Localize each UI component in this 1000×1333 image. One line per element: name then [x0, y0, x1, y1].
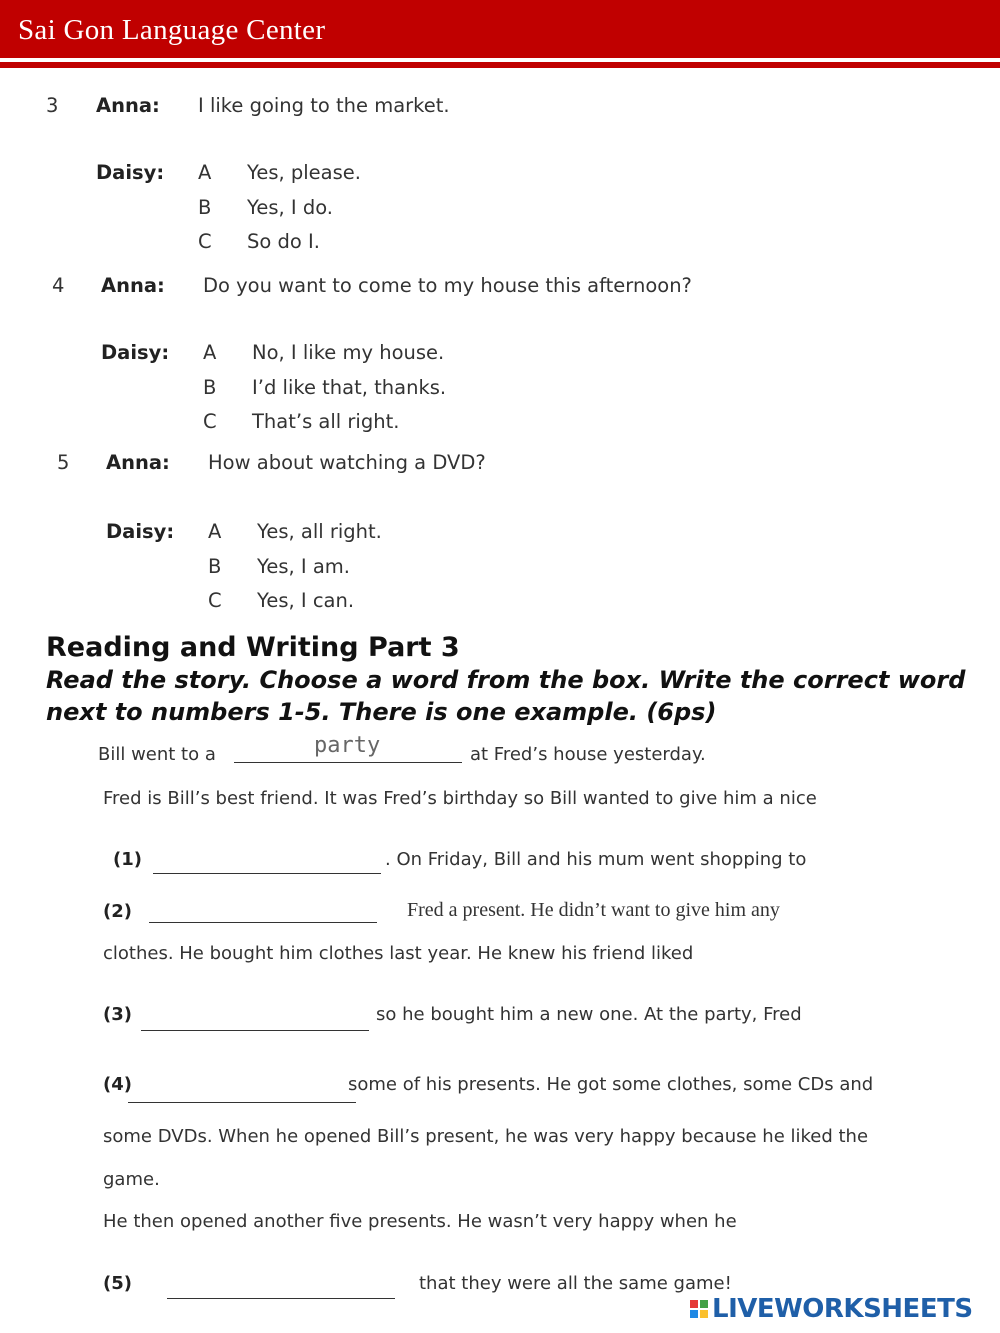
story-line: some DVDs. When he opened Bill’s present, he was very happy because he liked the	[103, 1126, 869, 1147]
header-bar	[0, 0, 1000, 58]
option-letter: A	[208, 520, 222, 543]
option-letter: C	[198, 230, 212, 253]
option-text[interactable]: That’s all right.	[252, 410, 400, 433]
option-letter: B	[198, 196, 212, 219]
anna-label: Anna:	[96, 94, 160, 117]
logo-grid-icon	[690, 1300, 708, 1318]
anna-line: I like going to the market.	[198, 94, 450, 117]
story-line: some of his presents. He got some clothes, some CDs and	[348, 1074, 874, 1095]
option-letter: A	[203, 341, 217, 364]
option-text[interactable]: So do I.	[247, 230, 320, 253]
story-line: . On Friday, Bill and his mum went shopping to	[385, 849, 807, 870]
section-heading: Reading and Writing Part 3	[46, 632, 460, 663]
section-instructions: Read the story. Choose a word from the box. Write the correct word next to numbers 1-5. There is one example. (6ps)	[46, 666, 966, 726]
option-text[interactable]: Yes, I can.	[257, 589, 355, 612]
option-letter: C	[203, 410, 217, 433]
answer-blank-1[interactable]	[153, 873, 381, 874]
option-letter: B	[208, 555, 222, 578]
gap-label-5: (5)	[103, 1273, 132, 1294]
option-letter: C	[208, 589, 222, 612]
liveworksheets-logo	[690, 1290, 973, 1328]
option-text[interactable]: Yes, I am.	[257, 555, 350, 578]
story-line: Fred a present. He didn’t want to give him any	[407, 899, 780, 921]
story-line: He then opened another five presents. He wasn’t very happy when he	[103, 1211, 737, 1232]
daisy-label: Daisy:	[101, 341, 170, 364]
story-example-before: Bill went to a	[98, 744, 216, 765]
answer-blank-5[interactable]	[167, 1298, 395, 1299]
option-text[interactable]: Yes, I do.	[247, 196, 333, 219]
anna-line: How about watching a DVD?	[208, 451, 486, 474]
daisy-label: Daisy:	[106, 520, 175, 543]
option-text[interactable]: No, I like my house.	[252, 341, 445, 364]
header-title: Sai Gon Language Center	[18, 14, 326, 46]
daisy-label: Daisy:	[96, 161, 165, 184]
story-line: that they were all the same game!	[419, 1273, 732, 1294]
logo-text: LIVEWORKSHEETS	[712, 1294, 973, 1324]
option-text[interactable]: I’d like that, thanks.	[252, 376, 447, 399]
story-example-after: at Fred’s house yesterday.	[470, 744, 706, 765]
header-rule	[0, 62, 1000, 68]
option-text[interactable]: Yes, all right.	[257, 520, 382, 543]
example-blank	[234, 762, 462, 763]
answer-blank-2[interactable]	[149, 922, 377, 923]
option-text[interactable]: Yes, please.	[247, 161, 361, 184]
gap-label-3: (3)	[103, 1004, 132, 1025]
question-number: 3	[46, 94, 59, 117]
story-line: Fred is Bill’s best friend. It was Fred’s birthday so Bill wanted to give him a nice	[103, 788, 817, 809]
gap-label-1: (1)	[113, 849, 142, 870]
gap-label-4: (4)	[103, 1074, 132, 1095]
anna-label: Anna:	[101, 274, 165, 297]
question-number: 4	[52, 274, 65, 297]
story-line: clothes. He bought him clothes last year. He knew his friend liked	[103, 943, 694, 964]
option-letter: B	[203, 376, 217, 399]
answer-blank-4[interactable]	[128, 1102, 356, 1103]
gap-label-2: (2)	[103, 901, 132, 922]
example-answer: party	[314, 733, 381, 758]
answer-blank-3[interactable]	[141, 1030, 369, 1031]
story-line: game.	[103, 1169, 160, 1190]
story-line: so he bought him a new one. At the party, Fred	[376, 1004, 802, 1025]
anna-label: Anna:	[106, 451, 170, 474]
question-number: 5	[57, 451, 70, 474]
anna-line: Do you want to come to my house this afternoon?	[203, 274, 692, 297]
option-letter: A	[198, 161, 212, 184]
